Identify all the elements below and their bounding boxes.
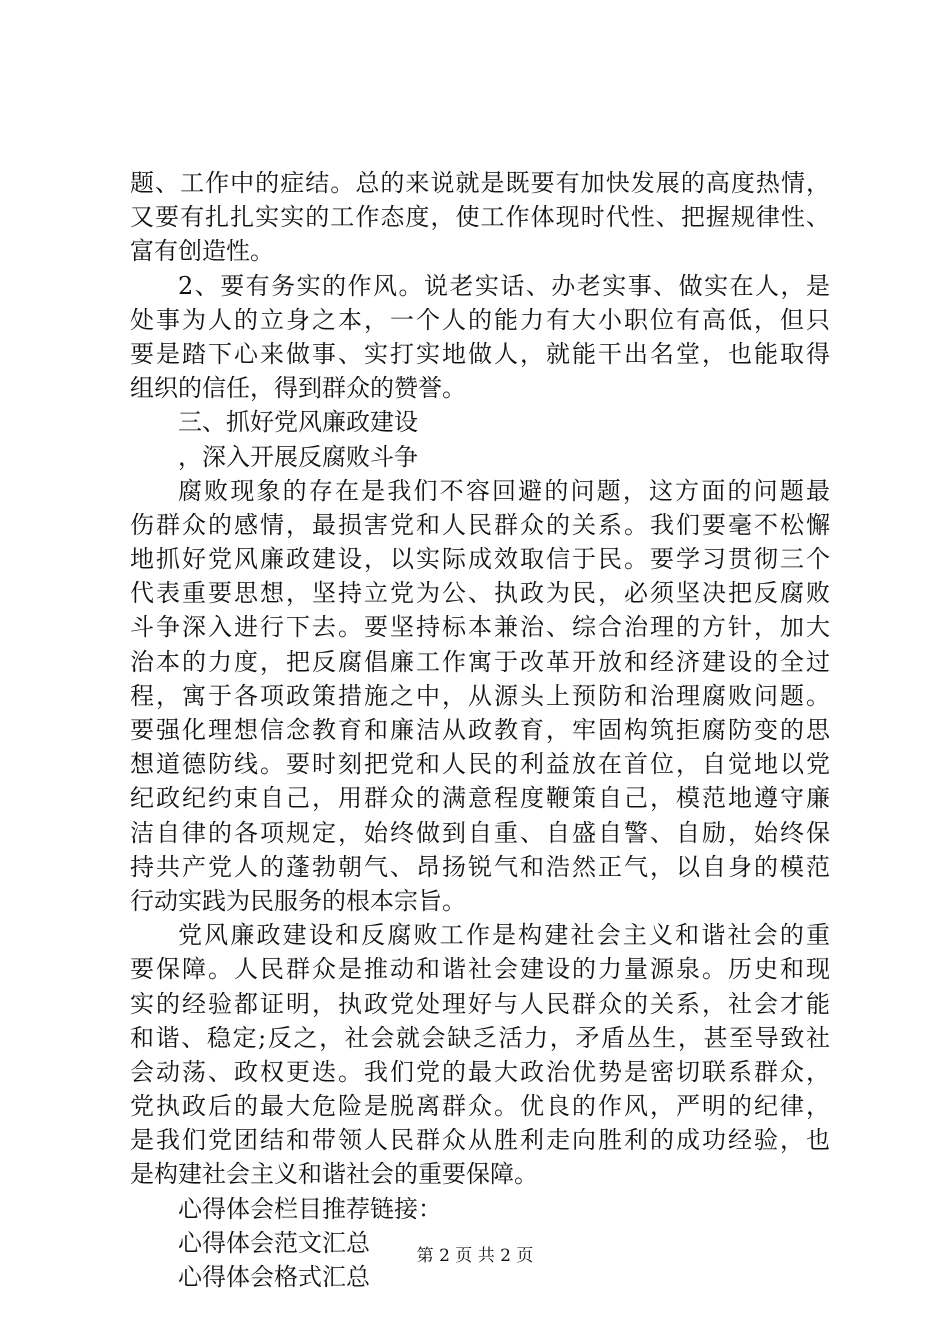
text-line: 行动实践为民服务的根本宗旨。 — [130, 886, 466, 915]
text-line: 会动荡、政权更迭。我们党的最大政治优势是密切联系群众， — [130, 1057, 830, 1086]
text-line: 代表重要思想，坚持立党为公、执政为民，必须坚决把反腐败 — [130, 579, 830, 608]
text-line: 题、工作中的症结。总的来说就是既要有加快发展的高度热情， — [130, 169, 830, 197]
text-line: 要保障。人民群众是推动和谐社会建设的力量源泉。历史和现 — [130, 955, 830, 984]
text-line: 斗争深入进行下去。要坚持标本兼治、综合治理的方针，加大 — [130, 613, 830, 642]
text-line: 是构建社会主义和谐社会的重要保障。 — [130, 1160, 538, 1189]
text-line: 是我们党团结和带领人民群众从胜利走向胜利的成功经验，也 — [130, 1126, 830, 1155]
text-line: 实的经验都证明，执政党处理好与人民群众的关系，社会才能 — [130, 989, 830, 1018]
text-line: 要是踏下心来做事、实打实地做人，就能干出名堂，也能取得 — [130, 339, 830, 368]
text-line: ，深入开展反腐败斗争 — [178, 442, 418, 471]
text-line: 党执政后的最大危险是脱离群众。优良的作风，严明的纪律， — [130, 1092, 830, 1121]
text-line: 心得体会格式汇总 — [178, 1263, 370, 1291]
text-line: 组织的信任，得到群众的赞誉。 — [130, 374, 466, 403]
document-body — [130, 166, 830, 1294]
text-line: 2、要有务实的作风。说老实话、办老实事、做实在人，是 — [178, 271, 830, 300]
text-line: 要强化理想信念教育和廉洁从政教育，牢固构筑拒腐防变的思 — [130, 716, 830, 744]
text-line: 治本的力度，把反腐倡廉工作寓于改革开放和经济建设的全过 — [130, 647, 830, 676]
text-line: 持共产党人的蓬勃朝气、昂扬锐气和浩然正气，以自身的模范 — [130, 852, 830, 881]
text-line: 程，寓于各项政策措施之中，从源头上预防和治理腐败问题。 — [130, 681, 830, 710]
text-line: 洁自律的各项规定，始终做到自重、自盛自警、自励，始终保 — [130, 818, 830, 847]
text-line: 富有创造性。 — [130, 237, 274, 266]
text-line: 心得体会范文汇总 — [178, 1228, 370, 1257]
text-line: 想道德防线。要时刻把党和人民的利益放在首位，自觉地以党 — [130, 750, 830, 779]
text-line: 心得体会栏目推荐链接： — [178, 1194, 442, 1223]
text-line: 党风廉政建设和反腐败工作是构建社会主义和谐社会的重 — [178, 921, 830, 950]
text-line: 伤群众的感情，最损害党和人民群众的关系。我们要毫不松懈 — [130, 510, 830, 539]
text-line: 又要有扎扎实实的工作态度，使工作体现时代性、把握规律性、 — [130, 203, 830, 232]
text-line: 三、抓好党风廉政建设 — [178, 408, 418, 437]
text-line: 纪政纪约束自己，用群众的满意程度鞭策自己，模范地遵守廉 — [130, 784, 830, 813]
text-line: 和谐、稳定;反之，社会就会缺乏活力，矛盾丛生，甚至导致社 — [130, 1023, 830, 1052]
page-footer: 第 2 页 共 2 页 — [416, 1246, 534, 1266]
text-line: 腐败现象的存在是我们不容回避的问题，这方面的问题最 — [178, 476, 830, 505]
text-line: 地抓好党风廉政建设，以实际成效取信于民。要学习贯彻三个 — [130, 545, 830, 574]
text-line: 处事为人的立身之本，一个人的能力有大小职位有高低，但只 — [130, 305, 830, 334]
